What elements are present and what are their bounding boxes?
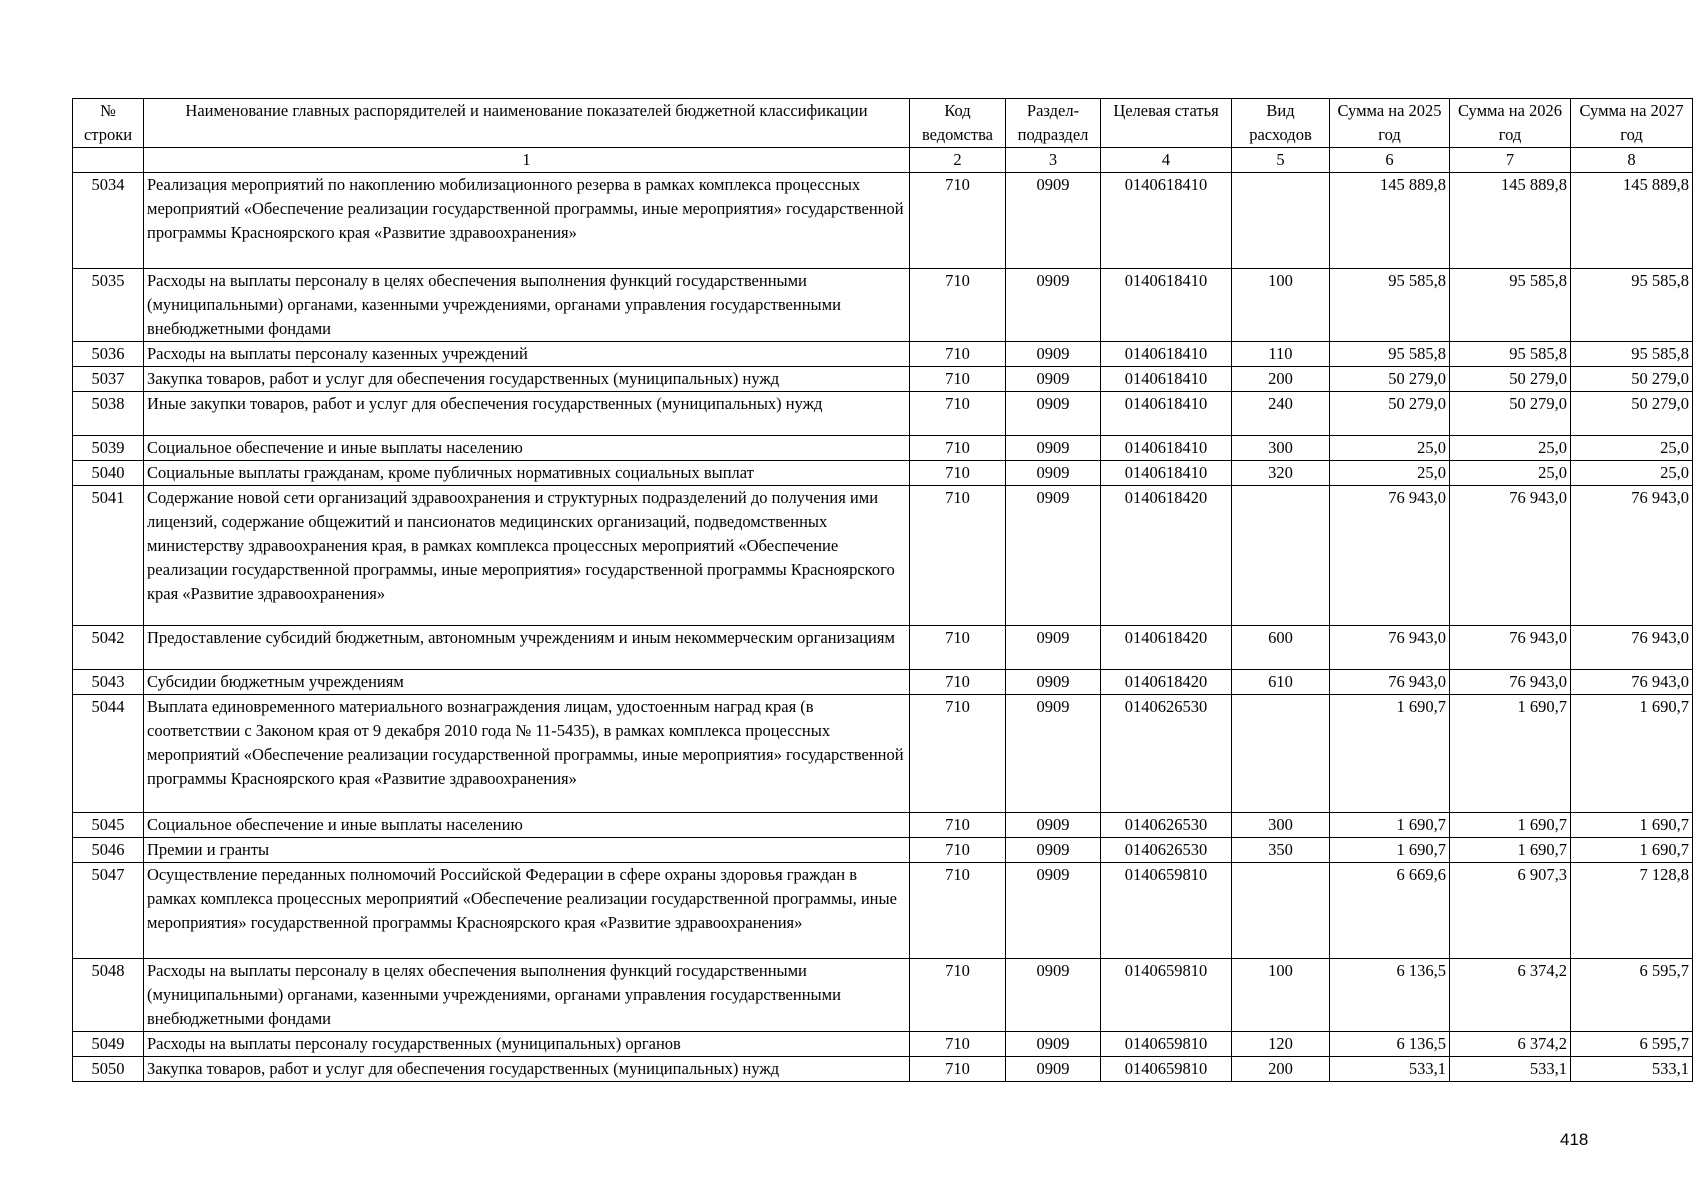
expense-type-cell: 240 xyxy=(1232,392,1330,436)
table-row xyxy=(73,1057,1693,1082)
row-name-cell: Закупка товаров, работ и услуг для обеспечения государственных (муниципальных) нужд xyxy=(144,1057,910,1082)
target-article-cell: 0140659810 xyxy=(1101,863,1232,959)
row-number-cell: 5050 xyxy=(73,1057,144,1082)
dept-code-cell: 710 xyxy=(910,1032,1006,1057)
sum-2026-cell: 95 585,8 xyxy=(1450,269,1571,342)
table-row xyxy=(73,392,1693,436)
target-article-cell: 0140618410 xyxy=(1101,367,1232,392)
row-name-cell: Расходы на выплаты персоналу казенных учреждений xyxy=(144,342,910,367)
sum-2026-cell: 145 889,8 xyxy=(1450,173,1571,269)
header-section: Раздел-подраздел xyxy=(1006,99,1101,148)
dept-code-cell: 710 xyxy=(910,1057,1006,1082)
sum-2027-cell: 50 279,0 xyxy=(1571,367,1693,392)
sum-2026-cell: 25,0 xyxy=(1450,436,1571,461)
row-name-cell: Премии и гранты xyxy=(144,838,910,863)
target-article-cell: 0140659810 xyxy=(1101,1032,1232,1057)
expense-type-cell: 300 xyxy=(1232,436,1330,461)
sum-2027-cell: 6 595,7 xyxy=(1571,1032,1693,1057)
sum-2025-cell: 6 136,5 xyxy=(1330,1032,1450,1057)
target-article-cell: 0140659810 xyxy=(1101,1057,1232,1082)
section-cell: 0909 xyxy=(1006,173,1101,269)
expense-type-cell xyxy=(1232,863,1330,959)
column-number: 1 xyxy=(144,148,910,173)
header-sum-2025: Сумма на 2025 год xyxy=(1330,99,1450,148)
expense-type-cell: 350 xyxy=(1232,838,1330,863)
target-article-cell: 0140626530 xyxy=(1101,813,1232,838)
sum-2026-cell: 50 279,0 xyxy=(1450,367,1571,392)
sum-2025-cell: 50 279,0 xyxy=(1330,392,1450,436)
column-number: 7 xyxy=(1450,148,1571,173)
dept-code-cell: 710 xyxy=(910,486,1006,626)
row-number-cell: 5035 xyxy=(73,269,144,342)
dept-code-cell: 710 xyxy=(910,813,1006,838)
section-cell: 0909 xyxy=(1006,269,1101,342)
sum-2025-cell: 1 690,7 xyxy=(1330,838,1450,863)
row-number-cell: 5043 xyxy=(73,670,144,695)
section-cell: 0909 xyxy=(1006,1057,1101,1082)
row-name-cell: Социальное обеспечение и иные выплаты населению xyxy=(144,436,910,461)
sum-2025-cell: 1 690,7 xyxy=(1330,695,1450,813)
row-number-cell: 5045 xyxy=(73,813,144,838)
table-row xyxy=(73,486,1693,626)
dept-code-cell: 710 xyxy=(910,670,1006,695)
row-name-cell: Социальное обеспечение и иные выплаты населению xyxy=(144,813,910,838)
sum-2027-cell: 25,0 xyxy=(1571,461,1693,486)
sum-2027-cell: 7 128,8 xyxy=(1571,863,1693,959)
column-number-row xyxy=(73,148,1693,173)
sum-2026-cell: 6 374,2 xyxy=(1450,1032,1571,1057)
expense-type-cell xyxy=(1232,173,1330,269)
table-row xyxy=(73,670,1693,695)
sum-2026-cell: 76 943,0 xyxy=(1450,486,1571,626)
table-row xyxy=(73,269,1693,342)
sum-2026-cell: 533,1 xyxy=(1450,1057,1571,1082)
sum-2027-cell: 76 943,0 xyxy=(1571,670,1693,695)
budget-table xyxy=(72,98,1693,1082)
expense-type-cell: 100 xyxy=(1232,959,1330,1032)
dept-code-cell: 710 xyxy=(910,342,1006,367)
sum-2027-cell: 95 585,8 xyxy=(1571,342,1693,367)
header-expense-type: Вид расходов xyxy=(1232,99,1330,148)
target-article-cell: 0140618410 xyxy=(1101,269,1232,342)
sum-2025-cell: 25,0 xyxy=(1330,436,1450,461)
header-row-number: № строки xyxy=(73,99,144,148)
row-number-cell: 5049 xyxy=(73,1032,144,1057)
row-name-cell: Содержание новой сети организаций здравоохранения и структурных подразделений до получения ими лицензий, содержание общежитий и пансионатов медицинских организаций, подведомственных министерству здравоохранения края, в рамках комплекса процессных мероприятий «Обеспечение реализации государственной программы, иные мероприятия» государственной программы Красноярского края «Развитие здравоохранения» xyxy=(144,486,910,626)
section-cell: 0909 xyxy=(1006,342,1101,367)
sum-2025-cell: 6 669,6 xyxy=(1330,863,1450,959)
target-article-cell: 0140618410 xyxy=(1101,173,1232,269)
sum-2025-cell: 76 943,0 xyxy=(1330,670,1450,695)
sum-2025-cell: 6 136,5 xyxy=(1330,959,1450,1032)
target-article-cell: 0140618410 xyxy=(1101,436,1232,461)
expense-type-cell: 200 xyxy=(1232,367,1330,392)
sum-2026-cell: 6 907,3 xyxy=(1450,863,1571,959)
sum-2025-cell: 95 585,8 xyxy=(1330,342,1450,367)
column-number: 8 xyxy=(1571,148,1693,173)
row-number-cell: 5038 xyxy=(73,392,144,436)
table-row xyxy=(73,1032,1693,1057)
table-row xyxy=(73,342,1693,367)
section-cell: 0909 xyxy=(1006,392,1101,436)
section-cell: 0909 xyxy=(1006,813,1101,838)
row-number-cell: 5036 xyxy=(73,342,144,367)
expense-type-cell: 100 xyxy=(1232,269,1330,342)
sum-2026-cell: 95 585,8 xyxy=(1450,342,1571,367)
section-cell: 0909 xyxy=(1006,838,1101,863)
row-name-cell: Предоставление субсидий бюджетным, автономным учреждениям и иным некоммерческим организациям xyxy=(144,626,910,670)
sum-2027-cell: 95 585,8 xyxy=(1571,269,1693,342)
row-name-cell: Закупка товаров, работ и услуг для обеспечения государственных (муниципальных) нужд xyxy=(144,367,910,392)
sum-2026-cell: 6 374,2 xyxy=(1450,959,1571,1032)
sum-2025-cell: 533,1 xyxy=(1330,1057,1450,1082)
section-cell: 0909 xyxy=(1006,367,1101,392)
section-cell: 0909 xyxy=(1006,959,1101,1032)
table-row xyxy=(73,436,1693,461)
target-article-cell: 0140626530 xyxy=(1101,695,1232,813)
sum-2027-cell: 50 279,0 xyxy=(1571,392,1693,436)
section-cell: 0909 xyxy=(1006,695,1101,813)
table-row xyxy=(73,626,1693,670)
table-body xyxy=(73,173,1693,1082)
target-article-cell: 0140618420 xyxy=(1101,486,1232,626)
row-name-cell: Расходы на выплаты персоналу государственных (муниципальных) органов xyxy=(144,1032,910,1057)
sum-2026-cell: 1 690,7 xyxy=(1450,838,1571,863)
dept-code-cell: 710 xyxy=(910,392,1006,436)
header-sum-2026: Сумма на 2026 год xyxy=(1450,99,1571,148)
row-name-cell: Выплата единовременного материального вознаграждения лицам, удостоенным наград края (в соответствии с Законом края от 9 декабря 2010 года № 11-5435), в рамках комплекса процессных мероприятий «Обеспечение реализации государственной программы, иные мероприятия» государственной программы Красноярского края «Развитие здравоохранения» xyxy=(144,695,910,813)
target-article-cell: 0140618420 xyxy=(1101,670,1232,695)
sum-2027-cell: 6 595,7 xyxy=(1571,959,1693,1032)
target-article-cell: 0140618410 xyxy=(1101,461,1232,486)
dept-code-cell: 710 xyxy=(910,173,1006,269)
row-number-cell: 5037 xyxy=(73,367,144,392)
expense-type-cell: 600 xyxy=(1232,626,1330,670)
column-number: 5 xyxy=(1232,148,1330,173)
dept-code-cell: 710 xyxy=(910,863,1006,959)
expense-type-cell: 610 xyxy=(1232,670,1330,695)
dept-code-cell: 710 xyxy=(910,695,1006,813)
sum-2025-cell: 25,0 xyxy=(1330,461,1450,486)
target-article-cell: 0140618410 xyxy=(1101,392,1232,436)
expense-type-cell: 120 xyxy=(1232,1032,1330,1057)
row-number-cell: 5042 xyxy=(73,626,144,670)
dept-code-cell: 710 xyxy=(910,838,1006,863)
row-name-cell: Социальные выплаты гражданам, кроме публичных нормативных социальных выплат xyxy=(144,461,910,486)
sum-2027-cell: 76 943,0 xyxy=(1571,626,1693,670)
sum-2027-cell: 533,1 xyxy=(1571,1057,1693,1082)
row-name-cell: Иные закупки товаров, работ и услуг для обеспечения государственных (муниципальных) нужд xyxy=(144,392,910,436)
column-number: 6 xyxy=(1330,148,1450,173)
sum-2025-cell: 76 943,0 xyxy=(1330,626,1450,670)
expense-type-cell: 320 xyxy=(1232,461,1330,486)
column-number xyxy=(73,148,144,173)
dept-code-cell: 710 xyxy=(910,626,1006,670)
row-name-cell: Субсидии бюджетным учреждениям xyxy=(144,670,910,695)
header-target-article: Целевая статья xyxy=(1101,99,1232,148)
sum-2025-cell: 1 690,7 xyxy=(1330,813,1450,838)
section-cell: 0909 xyxy=(1006,1032,1101,1057)
column-number: 3 xyxy=(1006,148,1101,173)
sum-2025-cell: 95 585,8 xyxy=(1330,269,1450,342)
table-row xyxy=(73,863,1693,959)
row-name-cell: Осуществление переданных полномочий Российской Федерации в сфере охраны здоровья граждан в рамках комплекса процессных мероприятий «Обеспечение реализации государственной программы, иные мероприятия» государственной программы Красноярского края «Развитие здравоохранения» xyxy=(144,863,910,959)
table-row xyxy=(73,813,1693,838)
target-article-cell: 0140659810 xyxy=(1101,959,1232,1032)
expense-type-cell: 110 xyxy=(1232,342,1330,367)
expense-type-cell xyxy=(1232,486,1330,626)
row-number-cell: 5044 xyxy=(73,695,144,813)
column-number: 2 xyxy=(910,148,1006,173)
section-cell: 0909 xyxy=(1006,486,1101,626)
row-name-cell: Расходы на выплаты персоналу в целях обеспечения выполнения функций государственными (муниципальными) органами, казенными учреждениями, органами управления государственными внебюджетными фондами xyxy=(144,269,910,342)
sum-2026-cell: 76 943,0 xyxy=(1450,670,1571,695)
sum-2026-cell: 1 690,7 xyxy=(1450,695,1571,813)
section-cell: 0909 xyxy=(1006,436,1101,461)
row-number-cell: 5039 xyxy=(73,436,144,461)
column-number: 4 xyxy=(1101,148,1232,173)
sum-2027-cell: 145 889,8 xyxy=(1571,173,1693,269)
table-row xyxy=(73,959,1693,1032)
row-number-cell: 5040 xyxy=(73,461,144,486)
expense-type-cell: 200 xyxy=(1232,1057,1330,1082)
table-row xyxy=(73,173,1693,269)
target-article-cell: 0140626530 xyxy=(1101,838,1232,863)
section-cell: 0909 xyxy=(1006,626,1101,670)
table-row xyxy=(73,461,1693,486)
sum-2027-cell: 1 690,7 xyxy=(1571,695,1693,813)
section-cell: 0909 xyxy=(1006,461,1101,486)
header-dept-code: Код ведомства xyxy=(910,99,1006,148)
sum-2026-cell: 25,0 xyxy=(1450,461,1571,486)
expense-type-cell xyxy=(1232,695,1330,813)
target-article-cell: 0140618410 xyxy=(1101,342,1232,367)
table-header xyxy=(73,99,1693,173)
sum-2025-cell: 145 889,8 xyxy=(1330,173,1450,269)
row-number-cell: 5048 xyxy=(73,959,144,1032)
table-row xyxy=(73,367,1693,392)
header-name: Наименование главных распорядителей и наименование показателей бюджетной классификации xyxy=(144,99,910,148)
sum-2025-cell: 50 279,0 xyxy=(1330,367,1450,392)
header-sum-2027: Сумма на 2027 год xyxy=(1571,99,1693,148)
row-number-cell: 5047 xyxy=(73,863,144,959)
sum-2027-cell: 76 943,0 xyxy=(1571,486,1693,626)
sum-2026-cell: 76 943,0 xyxy=(1450,626,1571,670)
target-article-cell: 0140618420 xyxy=(1101,626,1232,670)
dept-code-cell: 710 xyxy=(910,367,1006,392)
sum-2027-cell: 25,0 xyxy=(1571,436,1693,461)
sum-2027-cell: 1 690,7 xyxy=(1571,838,1693,863)
sum-2026-cell: 50 279,0 xyxy=(1450,392,1571,436)
dept-code-cell: 710 xyxy=(910,461,1006,486)
dept-code-cell: 710 xyxy=(910,959,1006,1032)
row-name-cell: Реализация мероприятий по накоплению мобилизационного резерва в рамках комплекса процессных мероприятий «Обеспечение реализации государственной программы, иные мероприятия» государственной программы Красноярского края «Развитие здравоохранения» xyxy=(144,173,910,269)
table-row xyxy=(73,695,1693,813)
page-number: 418 xyxy=(1560,1130,1589,1149)
row-name-cell: Расходы на выплаты персоналу в целях обеспечения выполнения функций государственными (муниципальными) органами, казенными учреждениями, органами управления государственными внебюджетными фондами xyxy=(144,959,910,1032)
sum-2026-cell: 1 690,7 xyxy=(1450,813,1571,838)
section-cell: 0909 xyxy=(1006,670,1101,695)
table-row xyxy=(73,838,1693,863)
row-number-cell: 5046 xyxy=(73,838,144,863)
sum-2027-cell: 1 690,7 xyxy=(1571,813,1693,838)
expense-type-cell: 300 xyxy=(1232,813,1330,838)
dept-code-cell: 710 xyxy=(910,436,1006,461)
dept-code-cell: 710 xyxy=(910,269,1006,342)
row-number-cell: 5041 xyxy=(73,486,144,626)
section-cell: 0909 xyxy=(1006,863,1101,959)
sum-2025-cell: 76 943,0 xyxy=(1330,486,1450,626)
header-row xyxy=(73,99,1693,148)
row-number-cell: 5034 xyxy=(73,173,144,269)
